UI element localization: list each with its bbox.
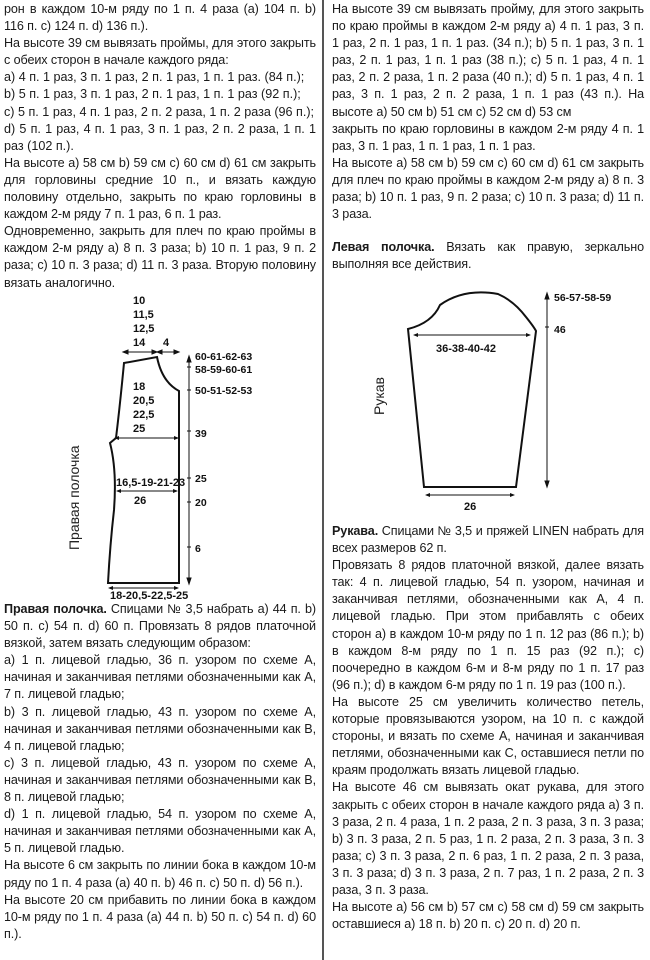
top-height-label: 56-57-58-59: [554, 292, 612, 304]
top-width-labels: [133, 295, 170, 349]
sleeve-diagram: [340, 285, 650, 515]
list-item: b) 5 п. 1 раз, 3 п. 1 раз, 2 п. 1 раз, 1 п. 1 раз (92 п.);: [4, 87, 301, 102]
upper-width-label: 36-38-40-42: [436, 343, 496, 355]
svg-text:12,5: 12,5: [133, 323, 155, 335]
svg-text:22,5: 22,5: [133, 409, 155, 421]
svg-text:20,5: 20,5: [133, 395, 155, 407]
paragraph: На высоте 25 см увеличить количество петель, которые провязываются узором, на 10 п. с каждой стороны, и вязать по схеме А, начиная и заканчивая петлями, обозначенными как С, оставшиеся петли по краям продолжать вязать лицевой гладью.: [332, 694, 644, 778]
section-title: Правая полочка.: [4, 602, 107, 616]
paragraph: На высоте 20 см прибавить по линии бока в каждом 10-м ряду по 1 п. 4 раза (а) 44 п. b) 50 п. c) 54 п. d) 60 п.).: [4, 892, 316, 941]
svg-text:6: 6: [195, 543, 201, 555]
left-column: [4, 0, 316, 292]
diagram-label: Правая полочка: [66, 445, 82, 550]
svg-text:39: 39: [195, 428, 207, 440]
right-front-section: [4, 601, 316, 943]
section-intro: Левая полочка. Вязать как правую, зеркально выполняя все действия.: [332, 240, 644, 272]
paragraph: На высоте 46 см вывязать окат рукава, для этого закрыть с обеих сторон в начале каждого ряда а) 3 п. 3 раза, 2 п. 4 раза, 1 п. 2 раза, 2 п. 3 раза, 3 п. 3 раза; b) 3 п. 3 раза, 2 п. 5 раз, 1 п. 2 раза, 2 п. 3 раза, 3 п. 3 раза; c) 3 п. 3 раза, 2 п. 6 раз, 1 п. 2 раза, 2 п. 3 раза, 3 п. 3 раза; d) 3 п. 3 раза, 2 п. 7 раз, 1 п. 2 раза, 2 п. 3 раза, 3 п. 3 раза.: [332, 780, 644, 897]
column-divider: [322, 0, 324, 960]
right-column: [332, 0, 644, 273]
svg-text:4: 4: [163, 337, 170, 349]
height-scale: [187, 356, 191, 584]
waist-width-label: 16,5-19-21-23: [116, 477, 186, 489]
list-item: d) 1 п. лицевой гладью, 54 п. узором по схеме А, начиная и заканчивая петлями обозначенными как А, 5 п. лицевой гладью.: [4, 807, 316, 856]
svg-text:10: 10: [133, 295, 146, 307]
paragraph: Провязать 8 рядов платочной вязкой, далее вязать так: 4 п. лицевой гладью, 54 п. узором, начиная и заканчивая петлями, обозначенными как А, 4 п. лицевой гладью. При этом прибавлять с обеих сторон а) в каждом 10-м ряду по 1 п. 12 раз (86 п.); b) в каждом 8-м ряду по 1 п. 15 раз (92 п.); c) поочередно в каждом 6-м и 8-м ряду по 1 п. 17 раз (96 п.); d) в каждом 6-м ряду по 1 п. 19 раз (100 п.).: [332, 558, 644, 692]
sleeve-outline: [408, 292, 536, 487]
svg-text:18: 18: [133, 381, 146, 393]
paragraph: На высоте а) 56 см b) 57 см c) 58 см d) 59 см закрыть оставшиеся а) 18 п. b) 20 п. c) 20 п. d) 20 п.: [332, 900, 644, 932]
section-intro: Правая полочка. Спицами № 3,5 набрать а) 44 п. b) 50 п. c) 54 п. d) 60 п. Провязать 8 рядов платочной вязкой, затем вязать следующим образом:: [4, 602, 316, 651]
svg-text:25: 25: [133, 423, 146, 435]
paragraph: На высоте а) 58 см b) 59 см c) 60 см d) 61 см закрыть для горловины средние 10 п., и вязать каждую половину отдельно, закрыть по краю горловины в каждом 2-м ряду 7 п. 1 раз, 6 п. 1 раз.: [4, 155, 316, 222]
list-item: c) 5 п. 1 раз, 4 п. 1 раз, 2 п. 2 раза, 1 п. 2 раза (96 п.);: [4, 104, 315, 119]
cap-height-label: 46: [554, 324, 566, 336]
svg-text:60-61-62-63: 60-61-62-63: [195, 351, 253, 363]
section-intro: Рукава. Спицами № 3,5 и пряжей LINEN набрать для всех размеров 62 п.: [332, 524, 644, 556]
svg-text:58-59-60-61: 58-59-60-61: [195, 364, 253, 376]
paragraph: Одновременно, закрыть для плеч по краю проймы в каждом 2-м ряду а) 8 п. 3 раза; b) 10 п. 1 раз, 9 п. 2 раза; c) 10 п. 3 раза; d) 11 п. 3 раза. Вторую половину вязать аналогично.: [4, 224, 316, 290]
bottom-width-label: 18-20,5-22,5-25: [110, 590, 189, 600]
height-labels: [195, 351, 252, 555]
waist-note-label: 26: [134, 495, 147, 507]
list-item: d) 5 п. 1 раз, 4 п. 1 раз, 3 п. 1 раз, 2 п. 2 раза, 1 п. 1 раз (102 п.).: [4, 121, 316, 153]
paragraph: На высоте 39 см вывязать пройму, для этого закрыть по краю проймы в каждом 2-м ряду а) 4 п. 1 раз, 3 п. 1 раз, 2 п. 1 раз, 1 п. 1 раз. (34 п.); b) 5 п. 1 раз, 3 п. 1 раз, 2 п. 1 раз, 1 п. 1 раз (38 п.); c) 5 п. 1 раз, 4 п. 1 раз, 2 п. 2 раза, 1 п. 2 раза (40 п.); d) 5 п. 1 раз, 4 п. 1 раз, 3 п. 1 раз, 2 п. 2 раза, 1 п. 1 раз (43 п.). На высоте а) 50 см b) 51 см c) 52 см d) 53 см: [332, 2, 644, 119]
sleeve-section: [332, 523, 644, 933]
paragraph: На высоте а) 58 см b) 59 см c) 60 см d) 61 см закрыть для плеч по краю проймы в каждом 2-м ряду а) 8 п. 3 раза; b) 10 п. 1 раз, 9 п. 2 раза; c) 10 п. 3 раза; d) 11 п. 3 раза.: [332, 155, 644, 222]
svg-text:20: 20: [195, 497, 207, 509]
list-item: a) 4 п. 1 раз, 3 п. 1 раз, 2 п. 1 раз, 1 п. 1 раз. (84 п.);: [4, 70, 305, 85]
paragraph: На высоте 6 см закрыть по линии бока в каждом 10-м ряду по 1 п. 4 раза (а) 40 п. b) 46 п. c) 50 п. d) 56 п.).: [4, 858, 316, 890]
svg-text:14: 14: [133, 337, 146, 349]
section-title: Рукава.: [332, 524, 379, 538]
dimension-arrows: [123, 350, 179, 354]
list-item: b) 3 п. лицевой гладью, 43 п. узором по схеме А, начиная и заканчивая петлями обозначенными как В, 4 п. лицевой гладью;: [4, 704, 316, 753]
svg-text:25: 25: [195, 473, 207, 485]
svg-text:11,5: 11,5: [133, 309, 154, 321]
paragraph: На высоте 39 см вывязать проймы, для этого закрыть с обеих сторон в начале каждого ряда:: [4, 36, 316, 68]
height-scale: [545, 293, 549, 487]
section-title: Левая полочка.: [332, 240, 435, 255]
chest-width-labels: [133, 381, 154, 435]
bottom-width-label: 26: [464, 501, 477, 513]
list-item: c) 3 п. лицевой гладью, 43 п. узором по схеме А, начиная и заканчивая петлями обозначенными как В, 8 п. лицевой гладью;: [4, 755, 316, 805]
paragraph: рон в каждом 10-м ряду по 1 п. 4 раза (а) 104 п. b) 116 п. c) 124 п. d) 136 п.).: [4, 2, 316, 34]
diagram-label: Рукав: [371, 377, 387, 415]
list-item: a) 1 п. лицевой гладью, 36 п. узором по схеме А, начиная и заканчивая петлями обозначенными как А, 7 п. лицевой гладью;: [4, 653, 316, 702]
right-front-diagram: [0, 285, 320, 600]
paragraph: закрыть по краю горловины в каждом 2-м ряду 4 п. 1 раз, 3 п. 1 раз, 1 п. 1 раз, 1 п. 1 раз.: [332, 121, 644, 153]
svg-text:50-51-52-53: 50-51-52-53: [195, 385, 253, 397]
